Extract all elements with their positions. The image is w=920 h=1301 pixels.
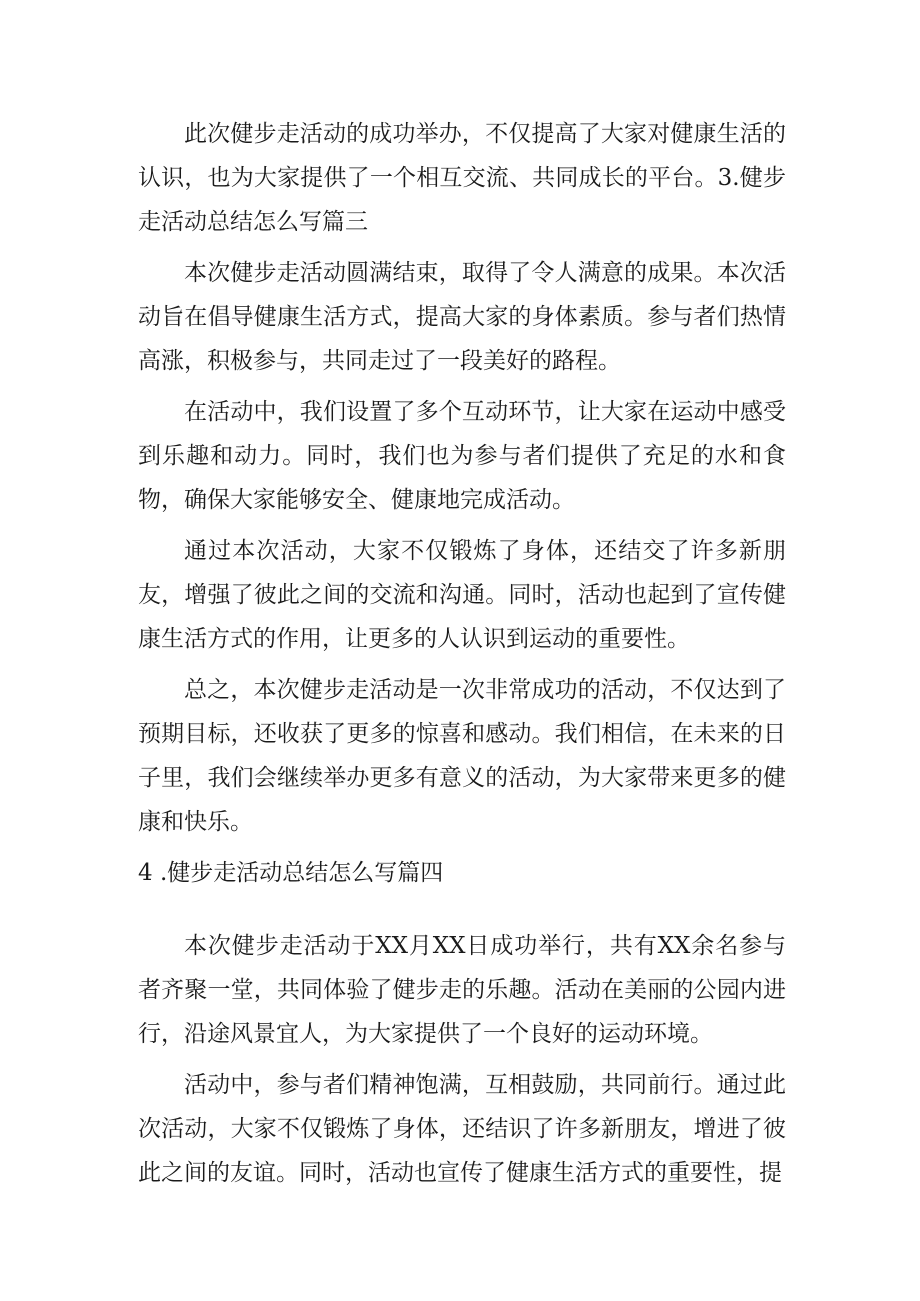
paragraph: 在活动中，我们设置了多个互动环节，让大家在运动中感受到乐趣和动力。同时，我们也为参与者们提供了充足的水和食物，确保大家能够安全、健康地完成活动。 xyxy=(138,399,786,513)
paragraph: 本次健步走活动圆满结束，取得了令人满意的成果。本次活动旨在倡导健康生活方式，提高大家的身体素质。参与者们热情高涨，积极参与，共同走过了一段美好的路程。 xyxy=(138,260,786,374)
paragraph: 此次健步走活动的成功举办，不仅提高了大家对健康生活的认识，也为大家提供了一个相互交流、共同成长的平台。3.健步走活动总结怎么写篇三 xyxy=(138,121,786,235)
paragraph: 活动中，参与者们精神饱满，互相鼓励，共同前行。通过此次活动，大家不仅锻炼了身体，还结识了许多新朋友，增进了彼此之间的友谊。同时，活动也宣传了健康生活方式的重要性，提 xyxy=(138,1072,786,1186)
document-body xyxy=(138,112,786,1202)
paragraph: 通过本次活动，大家不仅锻炼了身体，还结交了许多新朋友，增强了彼此之间的交流和沟通。同时，活动也起到了宣传健康生活方式的作用，让更多的人认识到运动的重要性。 xyxy=(138,538,786,652)
paragraph: 本次健步走活动于XX月XX日成功举行，共有XX余名参与者齐聚一堂，共同体验了健步走的乐趣。活动在美丽的公园内进行，沿途风景宜人，为大家提供了一个良好的运动环境。 xyxy=(138,933,786,1047)
section-heading: 4 .健步走活动总结怎么写篇四 xyxy=(138,860,444,886)
paragraph: 总之，本次健步走活动是一次非常成功的活动，不仅达到了预期目标，还收获了更多的惊喜和感动。我们相信，在未来的日子里，我们会继续举办更多有意义的活动，为大家带来更多的健康和快乐。 xyxy=(138,677,786,835)
